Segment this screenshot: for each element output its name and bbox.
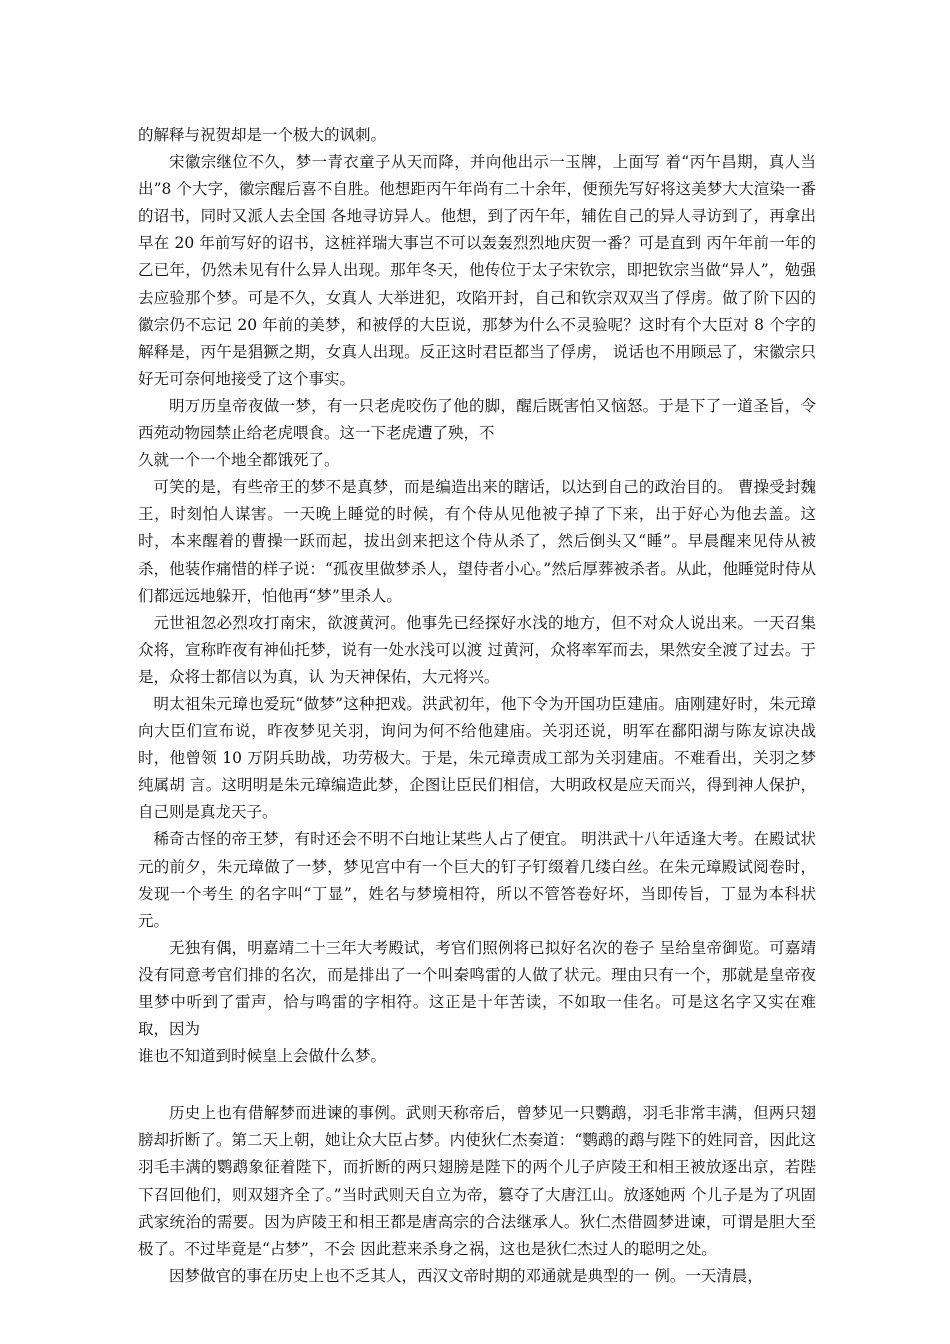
paragraph-4: 久就一个一个地全都饿死了。 [138, 451, 340, 470]
paragraph-9: 无独有偶，明嘉靖二十三年大考殿试，考官们照例将已拟好名次的卷子 呈给皇帝御览。可嘉靖没有同意考官们排的名次，而是排出了一个叫秦鸣雷的人做了状元。理由只有一个，那就是皇帝夜里梦中听到了雷声，恰与鸣雷的字相符。这正是十年苦读，不如取一佳名。可是这名字又实在难取，因为 [138, 938, 816, 1039]
paragraph-gap [138, 1070, 816, 1100]
body-text [138, 122, 816, 1290]
paragraph-12: 因梦做官的事在历史上也不乏其人，西汉文帝时期的邓通就是典型的一 例。一天清晨， [169, 1266, 763, 1285]
paragraph-5: 可笑的是，有些帝王的梦不是真梦，而是编造出来的瞎话，以达到自己的政治目的。 曹操受封魏王，时刻怕人谋害。一天晚上睡觉的时候，有个侍从见他被子掉了下来，出于好心为他去盖。这时，本来醒着的曹操一跃而起，拔出剑来把这个侍从杀了，然后倒头又“睡”。早晨醒来见侍从被杀，他装作痛惜的样子说：“孤夜里做梦杀人，望侍者小心。”然后厚葬被杀者。从此，他睡觉时侍从们都远远地躲开，怕他再“梦”里杀人。 [138, 478, 816, 605]
paragraph-3: 明万历皇帝夜做一梦，有一只老虎咬伤了他的脚，醒后既害怕又恼怒。于是下了一道圣旨，令西苑动物园禁止给老虎喂食。这一下老虎遭了殃，不 [138, 396, 816, 443]
paragraph-2: 宋徽宗继位不久，梦一青衣童子从天而降，并向他出示一玉牌，上面写 着“丙午昌期，真人当出”8 个大字，徽宗醒后喜不自胜。他想距丙午年尚有二十余年，便预先写好将这美梦大大渲染一番的诏书，同时又派人去全国 各地寻访异人。他想，到了丙午年，辅佐自己的异人寻访到了，再拿出早在 20 年前写好的诏书，这桩祥瑞大事岂不可以轰轰烈烈地庆贺一番？可是直到 丙午年前一年的乙已年，仍然未见有什么异人出现。那年冬天，他传位于太子宋钦宗，即把钦宗当做“异人”，勉强去应验那个梦。可是不久，女真人 大举进犯，攻陷开封，自己和钦宗双双当了俘虏。做了阶下囚的徽宗仍不忘记 20 年前的美梦，和被俘的大臣说，那梦为什么不灵验呢？这时有个大臣对 8 个字的解释是，丙午是猖獗之期，女真人出现。反正这时君臣都当了俘虏， 说话也不用顾忌了，宋徽宗只好无可奈何地接受了这个事实。 [138, 153, 816, 388]
paragraph-6: 元世祖忽必烈攻打南宋，欲渡黄河。他事先已经探好水浅的地方，但不对众人说出来。一天召集众将，宣称昨夜有神仙托梦，说有一处水浅可以渡 过黄河，众将率军而去，果然安全渡了过去。于是，众将士都信以为真，认 为天神保佑，大元将兴。 [138, 613, 816, 686]
paragraph-8: 稀奇古怪的帝王梦，有时还会不明不白地让某些人占了便宜。 明洪武十八年适逢大考。在殿试状元的前夕，朱元璋做了一梦，梦见宫中有一个巨大的钉子钉缀着几缕白丝。在朱元璋殿试阅卷时，发现一个考生 的名字叫“丁显”，姓名与梦境相符，所以不管答卷好坏，当即传旨，丁显为本科状元。 [138, 830, 816, 930]
paragraph-11: 历史上也有借解梦而进谏的事例。武则天称帝后，曾梦见一只鹦鹉，羽毛非常丰满，但两只翅膀却折断了。第二天上朝，她让众大臣占梦。内使狄仁杰奏道：“鹦鹉的鹉与陛下的姓同音，因此这羽毛丰满的鹦鹉象征着陛下，而折断的两只翅膀是陛下的两个儿子庐陵王和相王被放逐出京，若陛下召回他们，则双翅齐全了。”当时武则天自立为帝，篡夺了大唐江山。放逐她两 个儿子是为了巩固武家统治的需要。因为庐陵王和相王都是唐高宗的合法继承人。狄仁杰借圆梦进谏，可谓是胆大至极了。不过毕竟是“占梦”，不会 因此惹来杀身之祸，这也是狄仁杰过人的聪明之处。 [138, 1104, 816, 1258]
paragraph-10: 谁也不知道到时候皇上会做什么梦。 [138, 1047, 387, 1066]
paragraph-7: 明太祖朱元璋也爱玩“做梦”这种把戏。洪武初年，他下令为开国功臣建庙。庙刚建好时，朱元璋向大臣们宣布说，昨夜梦见关羽，询问为何不给他建庙。关羽还说，明军在鄱阳湖与陈友谅决战时，他曾领 10 万阴兵助战，功劳极大。于是，朱元璋责成工部为关羽建庙。不难看出，关羽之梦纯属胡 言。这明明是朱元璋编造此梦，企图让臣民们相信，大明政权是应天而兴，得到神人保护，自己则是真龙天子。 [138, 694, 816, 822]
paragraph-1: 的解释与祝贺却是一个极大的讽刺。 [138, 126, 387, 144]
